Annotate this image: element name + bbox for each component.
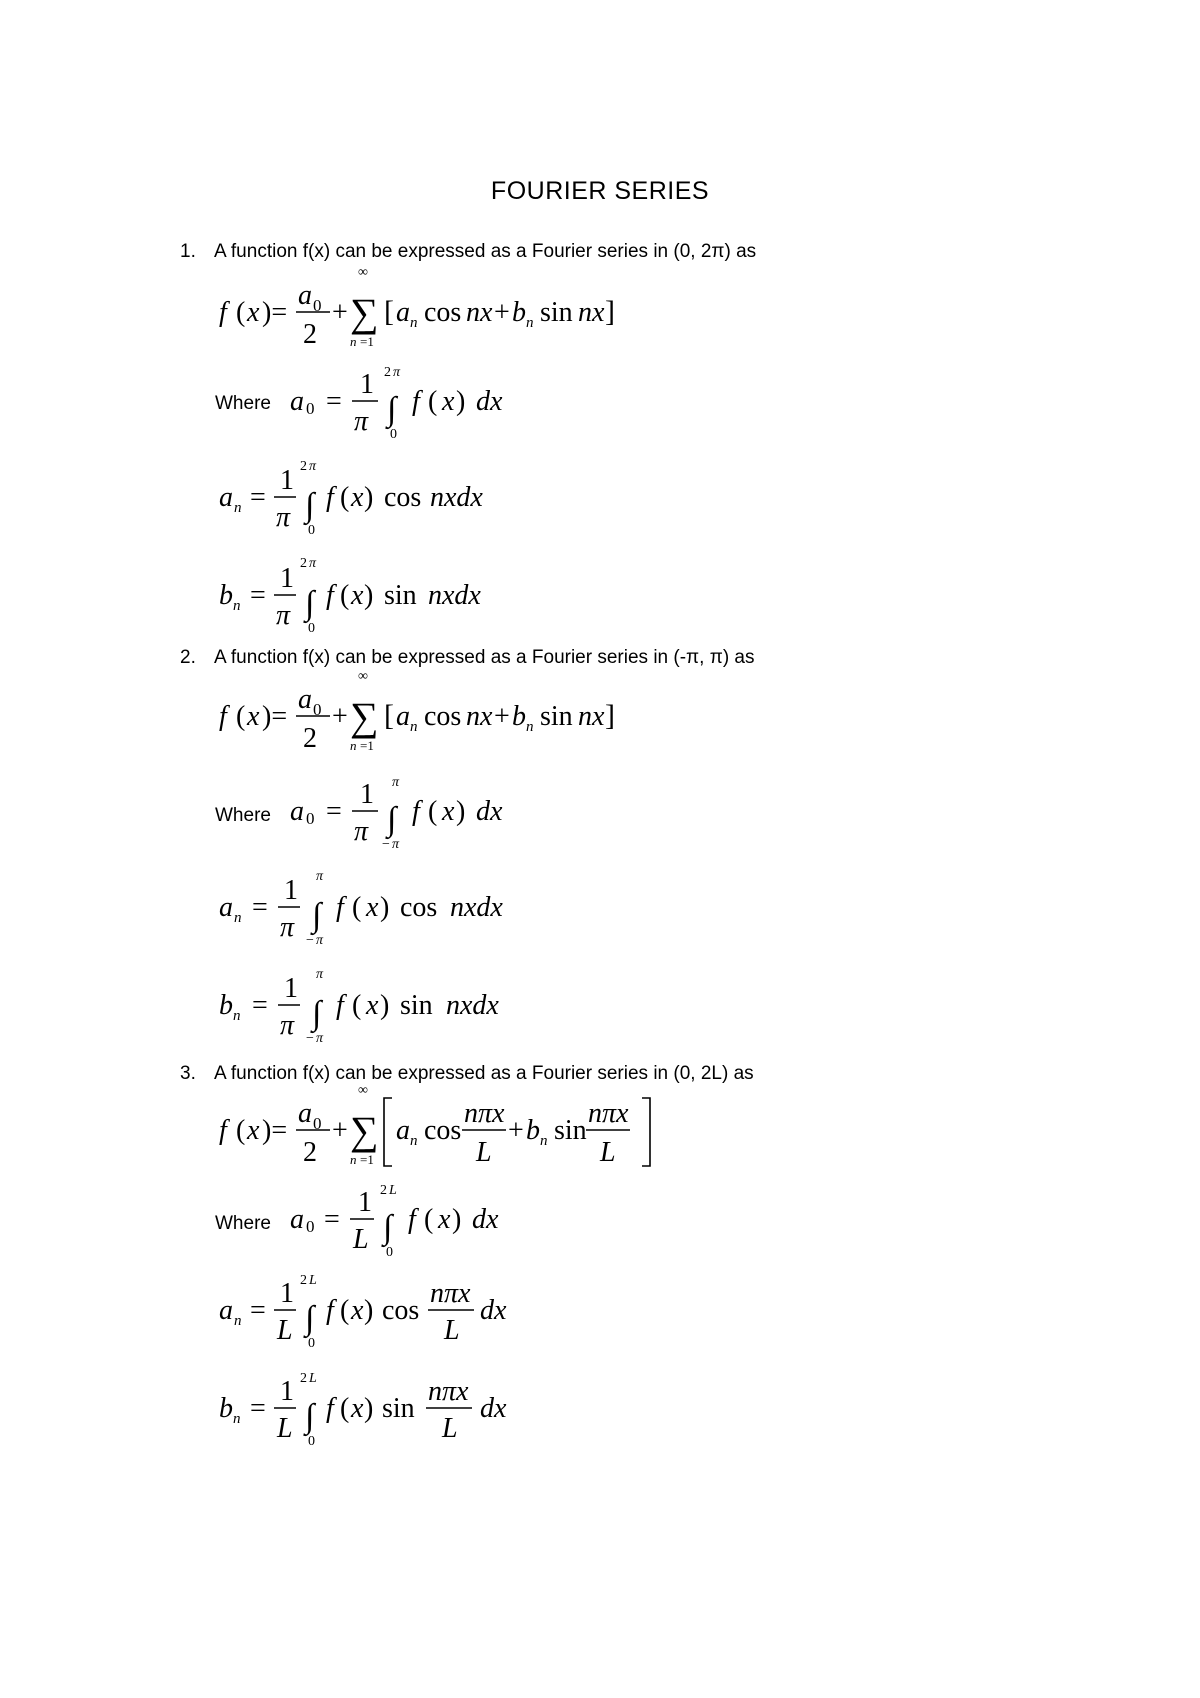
svg-text:nπx: nπx [430,1278,471,1309]
svg-text:f: f [412,796,420,827]
svg-text:f: f [336,892,344,923]
svg-text:a: a [396,297,410,328]
svg-text:1: 1 [280,465,294,496]
svg-text:f: f [219,701,227,732]
svg-text:∫: ∫ [312,995,322,1032]
section-3-bn-formula [219,1371,507,1449]
svg-text:sin: sin [540,297,573,328]
svg-text:0: 0 [313,296,322,315]
svg-text:(: ( [352,892,362,923]
svg-text:∑: ∑ [350,290,379,335]
svg-text:π: π [280,912,295,943]
svg-text:1: 1 [284,875,298,906]
section-1-where-label: Where [215,393,271,414]
svg-text:x: x [366,990,379,1021]
svg-text:x: x [247,701,260,732]
svg-text:n: n [540,1133,548,1149]
svg-text:=: = [250,482,266,513]
section-2-number: 2. [180,647,196,668]
svg-text:n: n [526,719,534,735]
svg-text:0: 0 [308,523,315,538]
svg-text:∫: ∫ [305,585,315,622]
section-3-series-formula [219,1083,650,1168]
svg-text:+: + [332,297,348,328]
svg-text:cos: cos [424,297,462,328]
svg-text:f: f [326,1295,334,1326]
svg-text:2: 2 [300,556,307,571]
svg-text:sin: sin [554,1115,587,1146]
svg-text:0: 0 [308,1434,315,1449]
svg-text:a: a [396,1115,410,1146]
svg-text:): ) [380,892,390,923]
svg-text:a: a [396,701,410,732]
svg-text:1: 1 [360,369,374,400]
svg-text:a: a [219,482,233,513]
svg-text:=: = [326,796,342,827]
svg-text:L: L [309,1273,317,1288]
svg-text:f: f [412,386,420,417]
section-3-a0-formula [290,1183,499,1260]
svg-text:L: L [389,1183,397,1198]
svg-text:b: b [526,1115,540,1146]
section-1-series-formula [219,265,615,350]
svg-text:dx: dx [476,796,503,827]
svg-text:1: 1 [360,779,374,810]
svg-text:2: 2 [384,365,391,380]
svg-text:(: ( [424,1204,434,1235]
svg-text:∫: ∫ [305,1300,315,1337]
svg-text:=: = [250,1393,266,1424]
svg-text:(: ( [236,701,246,732]
svg-text:f: f [336,990,344,1021]
svg-text:[: [ [384,295,394,328]
svg-text:a: a [219,1295,233,1326]
svg-text:=1: =1 [360,1152,374,1167]
svg-text:(: ( [340,1393,350,1424]
svg-text:)=: )= [262,1115,288,1146]
svg-text:n: n [410,315,418,331]
svg-text:n: n [234,500,242,516]
svg-text:1: 1 [284,973,298,1004]
svg-text:cos: cos [424,1115,462,1146]
svg-text:0: 0 [308,1336,315,1351]
section-1-an-formula [219,459,483,538]
svg-text:f: f [326,580,334,611]
svg-text:cos: cos [384,482,422,513]
svg-text:nxdx: nxdx [430,482,483,513]
svg-text:nx: nx [578,701,605,732]
svg-text:π: π [393,365,401,380]
svg-text:n: n [526,315,534,331]
svg-text:1: 1 [280,563,294,594]
svg-text:x: x [438,1204,451,1235]
svg-text:L: L [444,1315,460,1346]
svg-text:sin: sin [382,1393,415,1424]
svg-text:x: x [442,386,455,417]
svg-text:nx: nx [578,297,605,328]
svg-text:2: 2 [380,1183,387,1198]
svg-text:f: f [219,297,227,328]
svg-text:b: b [219,1393,233,1424]
svg-text:∞: ∞ [358,265,368,280]
svg-text:n: n [410,719,418,735]
svg-text:nπx: nπx [428,1376,469,1407]
svg-text:∫: ∫ [387,801,397,838]
svg-text:x: x [247,1115,260,1146]
section-3-an-formula [219,1273,507,1351]
svg-text:+: + [332,1115,348,1146]
svg-text:]: ] [605,295,615,328]
svg-text:(: ( [340,580,350,611]
svg-text:0: 0 [313,1114,322,1133]
svg-text:sin: sin [400,990,433,1021]
svg-text:n: n [350,1152,357,1167]
svg-text:1: 1 [358,1187,372,1218]
svg-text:∫: ∫ [387,391,397,428]
svg-text:L: L [277,1413,293,1444]
svg-text:b: b [512,297,526,328]
svg-text:+: + [332,701,348,732]
svg-text:x: x [351,580,364,611]
svg-text:nx: nx [466,701,493,732]
svg-text:)=: )= [262,297,288,328]
svg-text:1: 1 [280,1376,294,1407]
svg-text:=: = [252,990,268,1021]
page-title: FOURIER SERIES [490,177,710,205]
svg-text:=: = [250,580,266,611]
svg-text:∑: ∑ [350,694,379,739]
svg-text:n: n [410,1133,418,1149]
section-2-text: A function f(x) can be expressed as a Fourier series in (-π, π) as [214,647,755,668]
svg-text:n: n [233,1008,241,1024]
svg-text:∞: ∞ [358,1083,368,1098]
svg-text:2: 2 [300,1273,307,1288]
svg-text:f: f [326,482,334,513]
svg-text:x: x [247,297,260,328]
svg-text:(: ( [428,796,438,827]
svg-text:(: ( [340,1295,350,1326]
svg-text:): ) [452,1204,462,1235]
svg-text:π: π [316,869,324,884]
svg-text:dx: dx [472,1204,499,1235]
svg-text:): ) [380,990,390,1021]
svg-text:π: π [309,459,317,474]
svg-text:(: ( [236,297,246,328]
svg-text:=: = [326,386,342,417]
svg-text:2: 2 [303,319,317,350]
svg-text:n: n [350,738,357,753]
svg-text:π: π [354,406,369,437]
section-2-a0-formula [290,775,503,852]
svg-text:f: f [408,1204,416,1235]
svg-text:): ) [364,482,374,513]
svg-text:cos: cos [382,1295,420,1326]
svg-text:π: π [316,967,324,982]
svg-text:n: n [350,334,357,349]
svg-text:0: 0 [313,700,322,719]
svg-text:a: a [290,386,304,417]
svg-text:π: π [316,933,324,948]
svg-text:x: x [351,1393,364,1424]
svg-text:a: a [290,1204,304,1235]
svg-text:0: 0 [306,1217,315,1236]
section-2-series-formula [219,669,615,754]
svg-text:∫: ∫ [383,1209,393,1246]
svg-text:∫: ∫ [305,1398,315,1435]
section-2-where-label: Where [215,805,271,826]
svg-text:(: ( [428,386,438,417]
svg-text:): ) [364,1295,374,1326]
svg-text:)=: )= [262,701,288,732]
svg-text:): ) [364,580,374,611]
svg-text:∫: ∫ [312,897,322,934]
svg-text:0: 0 [308,621,315,636]
svg-text:]: ] [605,699,615,732]
svg-text:f: f [219,1115,227,1146]
section-3-text: A function f(x) can be expressed as a Fourier series in (0, 2L) as [214,1063,754,1084]
svg-text:): ) [456,386,466,417]
section-3-where-label: Where [215,1213,271,1234]
svg-text:=1: =1 [360,334,374,349]
svg-text:L: L [277,1315,293,1346]
svg-text:+: + [508,1115,524,1146]
section-2-an-formula [219,869,503,948]
svg-text:b: b [219,990,233,1021]
svg-text:0: 0 [386,1245,393,1260]
svg-text:L: L [600,1137,616,1168]
svg-text:2: 2 [300,459,307,474]
svg-text:0: 0 [306,809,315,828]
svg-text:L: L [309,1371,317,1386]
svg-text:b: b [219,580,233,611]
svg-text:+: + [494,701,510,732]
svg-text:dx: dx [480,1393,507,1424]
svg-text:=: = [324,1204,340,1235]
svg-text:π: π [316,1031,324,1046]
svg-text:dx: dx [476,386,503,417]
svg-text:nx: nx [466,297,493,328]
svg-text:n: n [234,910,242,926]
svg-text:∫: ∫ [305,487,315,524]
svg-text:2: 2 [300,1371,307,1386]
svg-text:a: a [290,796,304,827]
svg-text:(: ( [236,1115,246,1146]
section-2-bn-formula [219,967,499,1046]
svg-text:cos: cos [400,892,438,923]
svg-text:b: b [512,701,526,732]
svg-text:π: π [276,502,291,533]
svg-text:π: π [392,837,400,852]
section-1-number: 1. [180,241,196,262]
section-1-text: A function f(x) can be expressed as a Fourier series in (0, 2π) as [214,241,757,262]
svg-text:nxdx: nxdx [428,580,481,611]
svg-text:2: 2 [303,1137,317,1168]
svg-text:n: n [234,1313,242,1329]
svg-text:1: 1 [280,1278,294,1309]
section-3-number: 3. [180,1063,196,1084]
svg-text:a: a [298,280,312,311]
svg-text:L: L [442,1413,458,1444]
svg-text:cos: cos [424,701,462,732]
svg-text:): ) [364,1393,374,1424]
svg-text:0: 0 [390,427,397,442]
svg-text:x: x [442,796,455,827]
svg-text:n: n [233,1411,241,1427]
svg-text:=: = [252,892,268,923]
svg-text:x: x [366,892,379,923]
svg-text:): ) [456,796,466,827]
svg-text:(: ( [352,990,362,1021]
svg-text:=1: =1 [360,738,374,753]
svg-text:a: a [298,684,312,715]
svg-text:π: π [354,816,369,847]
svg-text:−: − [382,837,390,852]
svg-text:=: = [250,1295,266,1326]
svg-text:[: [ [384,699,394,732]
svg-text:n: n [233,598,241,614]
svg-text:(: ( [340,482,350,513]
svg-text:sin: sin [540,701,573,732]
svg-text:nxdx: nxdx [446,990,499,1021]
svg-text:π: π [280,1010,295,1041]
svg-text:f: f [326,1393,334,1424]
section-1-a0-formula [290,365,503,442]
svg-text:a: a [219,892,233,923]
svg-text:L: L [476,1137,492,1168]
svg-text:+: + [494,297,510,328]
svg-text:∑: ∑ [350,1108,379,1153]
svg-text:x: x [351,482,364,513]
section-1-bn-formula [219,556,481,636]
svg-text:−: − [306,1031,314,1046]
svg-text:nxdx: nxdx [450,892,503,923]
svg-text:π: π [309,556,317,571]
svg-text:π: π [276,600,291,631]
svg-text:−: − [306,933,314,948]
svg-text:sin: sin [384,580,417,611]
svg-text:nπx: nπx [588,1098,629,1129]
svg-text:0: 0 [306,399,315,418]
svg-text:dx: dx [480,1295,507,1326]
svg-text:π: π [392,775,400,790]
svg-text:a: a [298,1098,312,1129]
svg-text:L: L [353,1224,369,1255]
svg-text:x: x [351,1295,364,1326]
svg-text:∞: ∞ [358,669,368,684]
svg-text:nπx: nπx [464,1098,505,1129]
svg-text:2: 2 [303,723,317,754]
